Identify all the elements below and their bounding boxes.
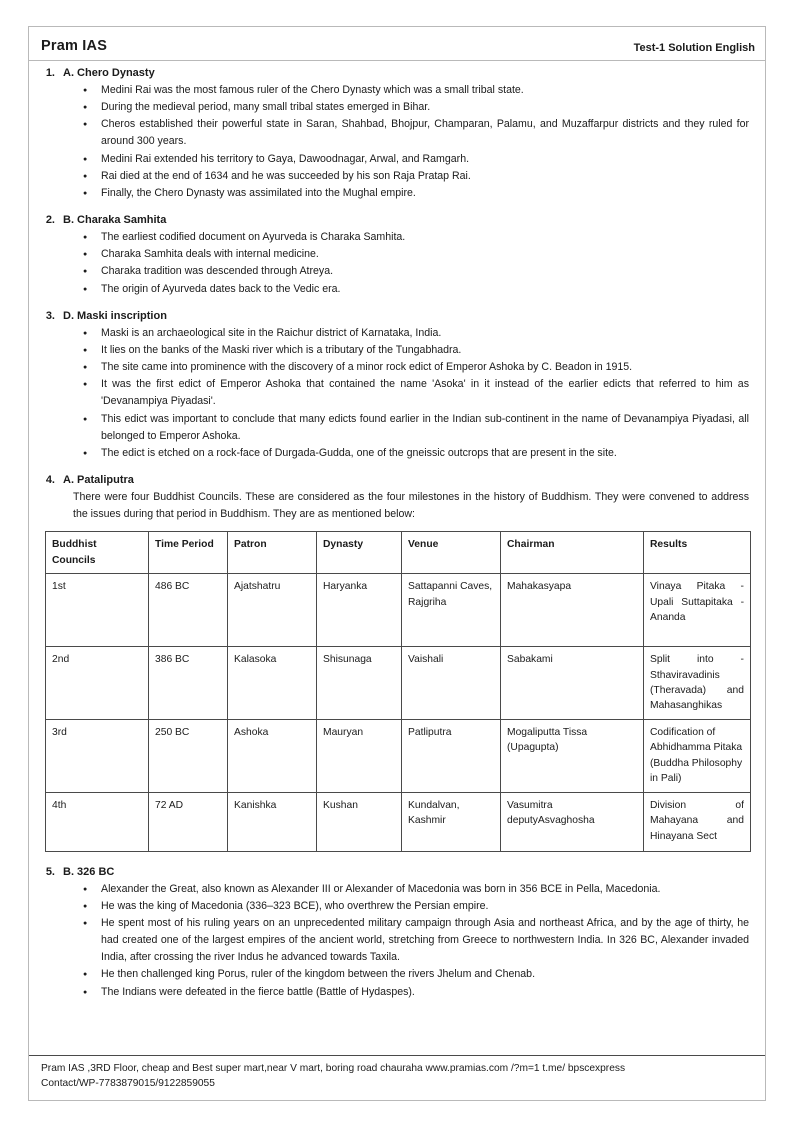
cell-patron: Kanishka xyxy=(228,792,317,851)
cell-patron: Ajatshatru xyxy=(228,574,317,647)
section-bullet-list xyxy=(39,325,755,462)
cell-time: 72 AD xyxy=(149,792,228,851)
cell-chairman: Vasumitra deputyAsvaghosha xyxy=(501,792,644,851)
column-header-results: Results xyxy=(644,532,751,574)
column-header-patron: Patron xyxy=(228,532,317,574)
cell-time: 386 BC xyxy=(149,647,228,720)
cell-time: 250 BC xyxy=(149,719,228,792)
section-bullet-list xyxy=(39,82,755,202)
cell-results: Vinaya Pitaka - Upali Suttapitaka - Ananda xyxy=(644,574,751,647)
cell-time: 486 BC xyxy=(149,574,228,647)
cell-venue: Sattapanni Caves, Rajgriha xyxy=(402,574,501,647)
buddhist-councils-table xyxy=(45,531,751,851)
list-item: ● Medini Rai was the most famous ruler of the Chero Dynasty which was a small tribal state. xyxy=(85,82,749,99)
column-header-time: Time Period xyxy=(149,532,228,574)
cell-venue: Vaishali xyxy=(402,647,501,720)
cell-council: 2nd xyxy=(46,647,149,720)
section-heading xyxy=(39,866,755,878)
cell-dynasty: Kushan xyxy=(317,792,402,851)
section-bullet-list xyxy=(39,881,755,1001)
section-title: D. Maski inscription xyxy=(63,309,167,322)
cell-chairman: Mogaliputta Tissa (Upagupta) xyxy=(501,719,644,792)
list-item: ● Maski is an archaeological site in the Raichur district of Karnataka, India. xyxy=(85,325,749,342)
test-label: Test-1 Solution English xyxy=(633,42,755,54)
cell-results: Split into - Sthaviravadinis (Theravada) and Mahasanghikas xyxy=(644,647,751,720)
list-item: ● The origin of Ayurveda dates back to the Vedic era. xyxy=(85,281,749,298)
cell-dynasty: Haryanka xyxy=(317,574,402,647)
cell-council: 1st xyxy=(46,574,149,647)
column-header-venue: Venue xyxy=(402,532,501,574)
list-item: ● He was the king of Macedonia (336–323 BCE), who overthrew the Persian empire. xyxy=(85,898,749,915)
brand-title: Pram IAS xyxy=(41,38,108,54)
cell-patron: Kalasoka xyxy=(228,647,317,720)
section-title: A. Pataliputra xyxy=(63,473,134,486)
cell-council: 4th xyxy=(46,792,149,851)
page-header xyxy=(29,27,765,61)
list-item: ● Charaka tradition was descended through Atreya. xyxy=(85,263,749,280)
section-title: B. 326 BC xyxy=(63,865,115,878)
cell-patron: Ashoka xyxy=(228,719,317,792)
section-number: 5. xyxy=(45,865,55,878)
list-item: ● Cheros established their powerful state in Saran, Shahbad, Bhojpur, Champaran, Palamu, and Muzaffarpur districts and they ruled for around 300 years. xyxy=(85,116,749,150)
cell-results: Codification of Abhidhamma Pitaka (Buddha Philosophy in Pali) xyxy=(644,719,751,792)
list-item: ● Rai died at the end of 1634 and he was succeeded by his son Raja Pratap Rai. xyxy=(85,168,749,185)
section-number: 4. xyxy=(45,473,55,486)
table-row xyxy=(46,647,751,720)
list-item: ● It was the first edict of Emperor Ashoka that contained the name 'Asoka' in it instead of the earlier edicts that referred to him as 'Devanampiya Piyadasi'. xyxy=(85,376,749,410)
cell-council: 3rd xyxy=(46,719,149,792)
page-footer xyxy=(29,1055,765,1100)
cell-dynasty: Shisunaga xyxy=(317,647,402,720)
cell-dynasty: Mauryan xyxy=(317,719,402,792)
section-title: A. Chero Dynasty xyxy=(63,67,155,79)
list-item: ● He then challenged king Porus, ruler of the kingdom between the rivers Jhelum and Chenab. xyxy=(85,966,749,983)
list-item: ● He spent most of his ruling years on an unprecedented military campaign through Asia and northeast Africa, and by the age of thirty, he had created one of the largest empires of the ancient world, stretching from Greece to northwestern India. In 326 BC, Alexander invaded India, after crossing the river Indus he advanced towards Taxila. xyxy=(85,915,749,966)
intro-paragraph: There were four Buddhist Councils. These are considered as the four milestones in the history of Buddhism. They were convened to address the issues during that period in Buddhism. They are as mentioned below: xyxy=(73,490,749,521)
cell-venue: Kundalvan, Kashmir xyxy=(402,792,501,851)
column-header-councils: Buddhist Councils xyxy=(46,532,149,574)
table-row xyxy=(46,719,751,792)
section-number: 1. xyxy=(45,67,55,79)
section-heading xyxy=(39,474,755,486)
list-item: ● The Indians were defeated in the fierce battle (Battle of Hydaspes). xyxy=(85,984,749,1001)
list-item: ● Charaka Samhita deals with internal medicine. xyxy=(85,246,749,263)
section-heading xyxy=(39,214,755,226)
list-item: ● Medini Rai extended his territory to Gaya, Dawoodnagar, Arwal, and Ramgarh. xyxy=(85,151,749,168)
table-header-row xyxy=(46,532,751,574)
cell-chairman: Mahakasyapa xyxy=(501,574,644,647)
section-heading xyxy=(39,67,755,79)
section-number: 3. xyxy=(45,309,55,322)
list-item: ● The edict is etched on a rock-face of Durgada-Gudda, one of the gneissic outcrops that are present in the site. xyxy=(85,445,749,462)
section-number: 2. xyxy=(45,214,55,227)
cell-results: Division of Mahayana and Hinayana Sect xyxy=(644,792,751,851)
table-row xyxy=(46,792,751,851)
list-item: ● This edict was important to conclude that many edicts found earlier in the Indian sub-continent in the name of Devanampiya Piyadasi, all belonged to Emperor Ashoka. xyxy=(85,411,749,445)
footer-contact: Contact/WP-7783879015/9122859055 xyxy=(41,1078,215,1090)
column-header-chairman: Chairman xyxy=(501,532,644,574)
column-header-dynasty: Dynasty xyxy=(317,532,402,574)
footer-address: Pram IAS ,3RD Floor, cheap and Best super mart,near V mart, boring road chauraha www.pramias.com /?m=1 t.me/ bpscexpress xyxy=(41,1063,626,1075)
document-sheet xyxy=(28,26,766,1101)
list-item: ● It lies on the banks of the Maski river which is a tributary of the Tungabhadra. xyxy=(85,342,749,359)
section-title: B. Charaka Samhita xyxy=(63,214,167,227)
document-content xyxy=(29,61,765,1001)
list-item: ● The earliest codified document on Ayurveda is Charaka Samhita. xyxy=(85,229,749,246)
list-item: ● The site came into prominence with the discovery of a minor rock edict of Emperor Ashoka by C. Beadon in 1915. xyxy=(85,359,749,376)
list-item: ● During the medieval period, many small tribal states emerged in Bihar. xyxy=(85,99,749,116)
table-row xyxy=(46,574,751,647)
section-bullet-list xyxy=(39,229,755,298)
list-item: ● Alexander the Great, also known as Alexander III or Alexander of Macedonia was born in 356 BCE in Pella, Macedonia. xyxy=(85,881,749,898)
section-heading xyxy=(39,310,755,322)
cell-venue: Patliputra xyxy=(402,719,501,792)
cell-chairman: Sabakami xyxy=(501,647,644,720)
list-item: ● Finally, the Chero Dynasty was assimilated into the Mughal empire. xyxy=(85,185,749,202)
